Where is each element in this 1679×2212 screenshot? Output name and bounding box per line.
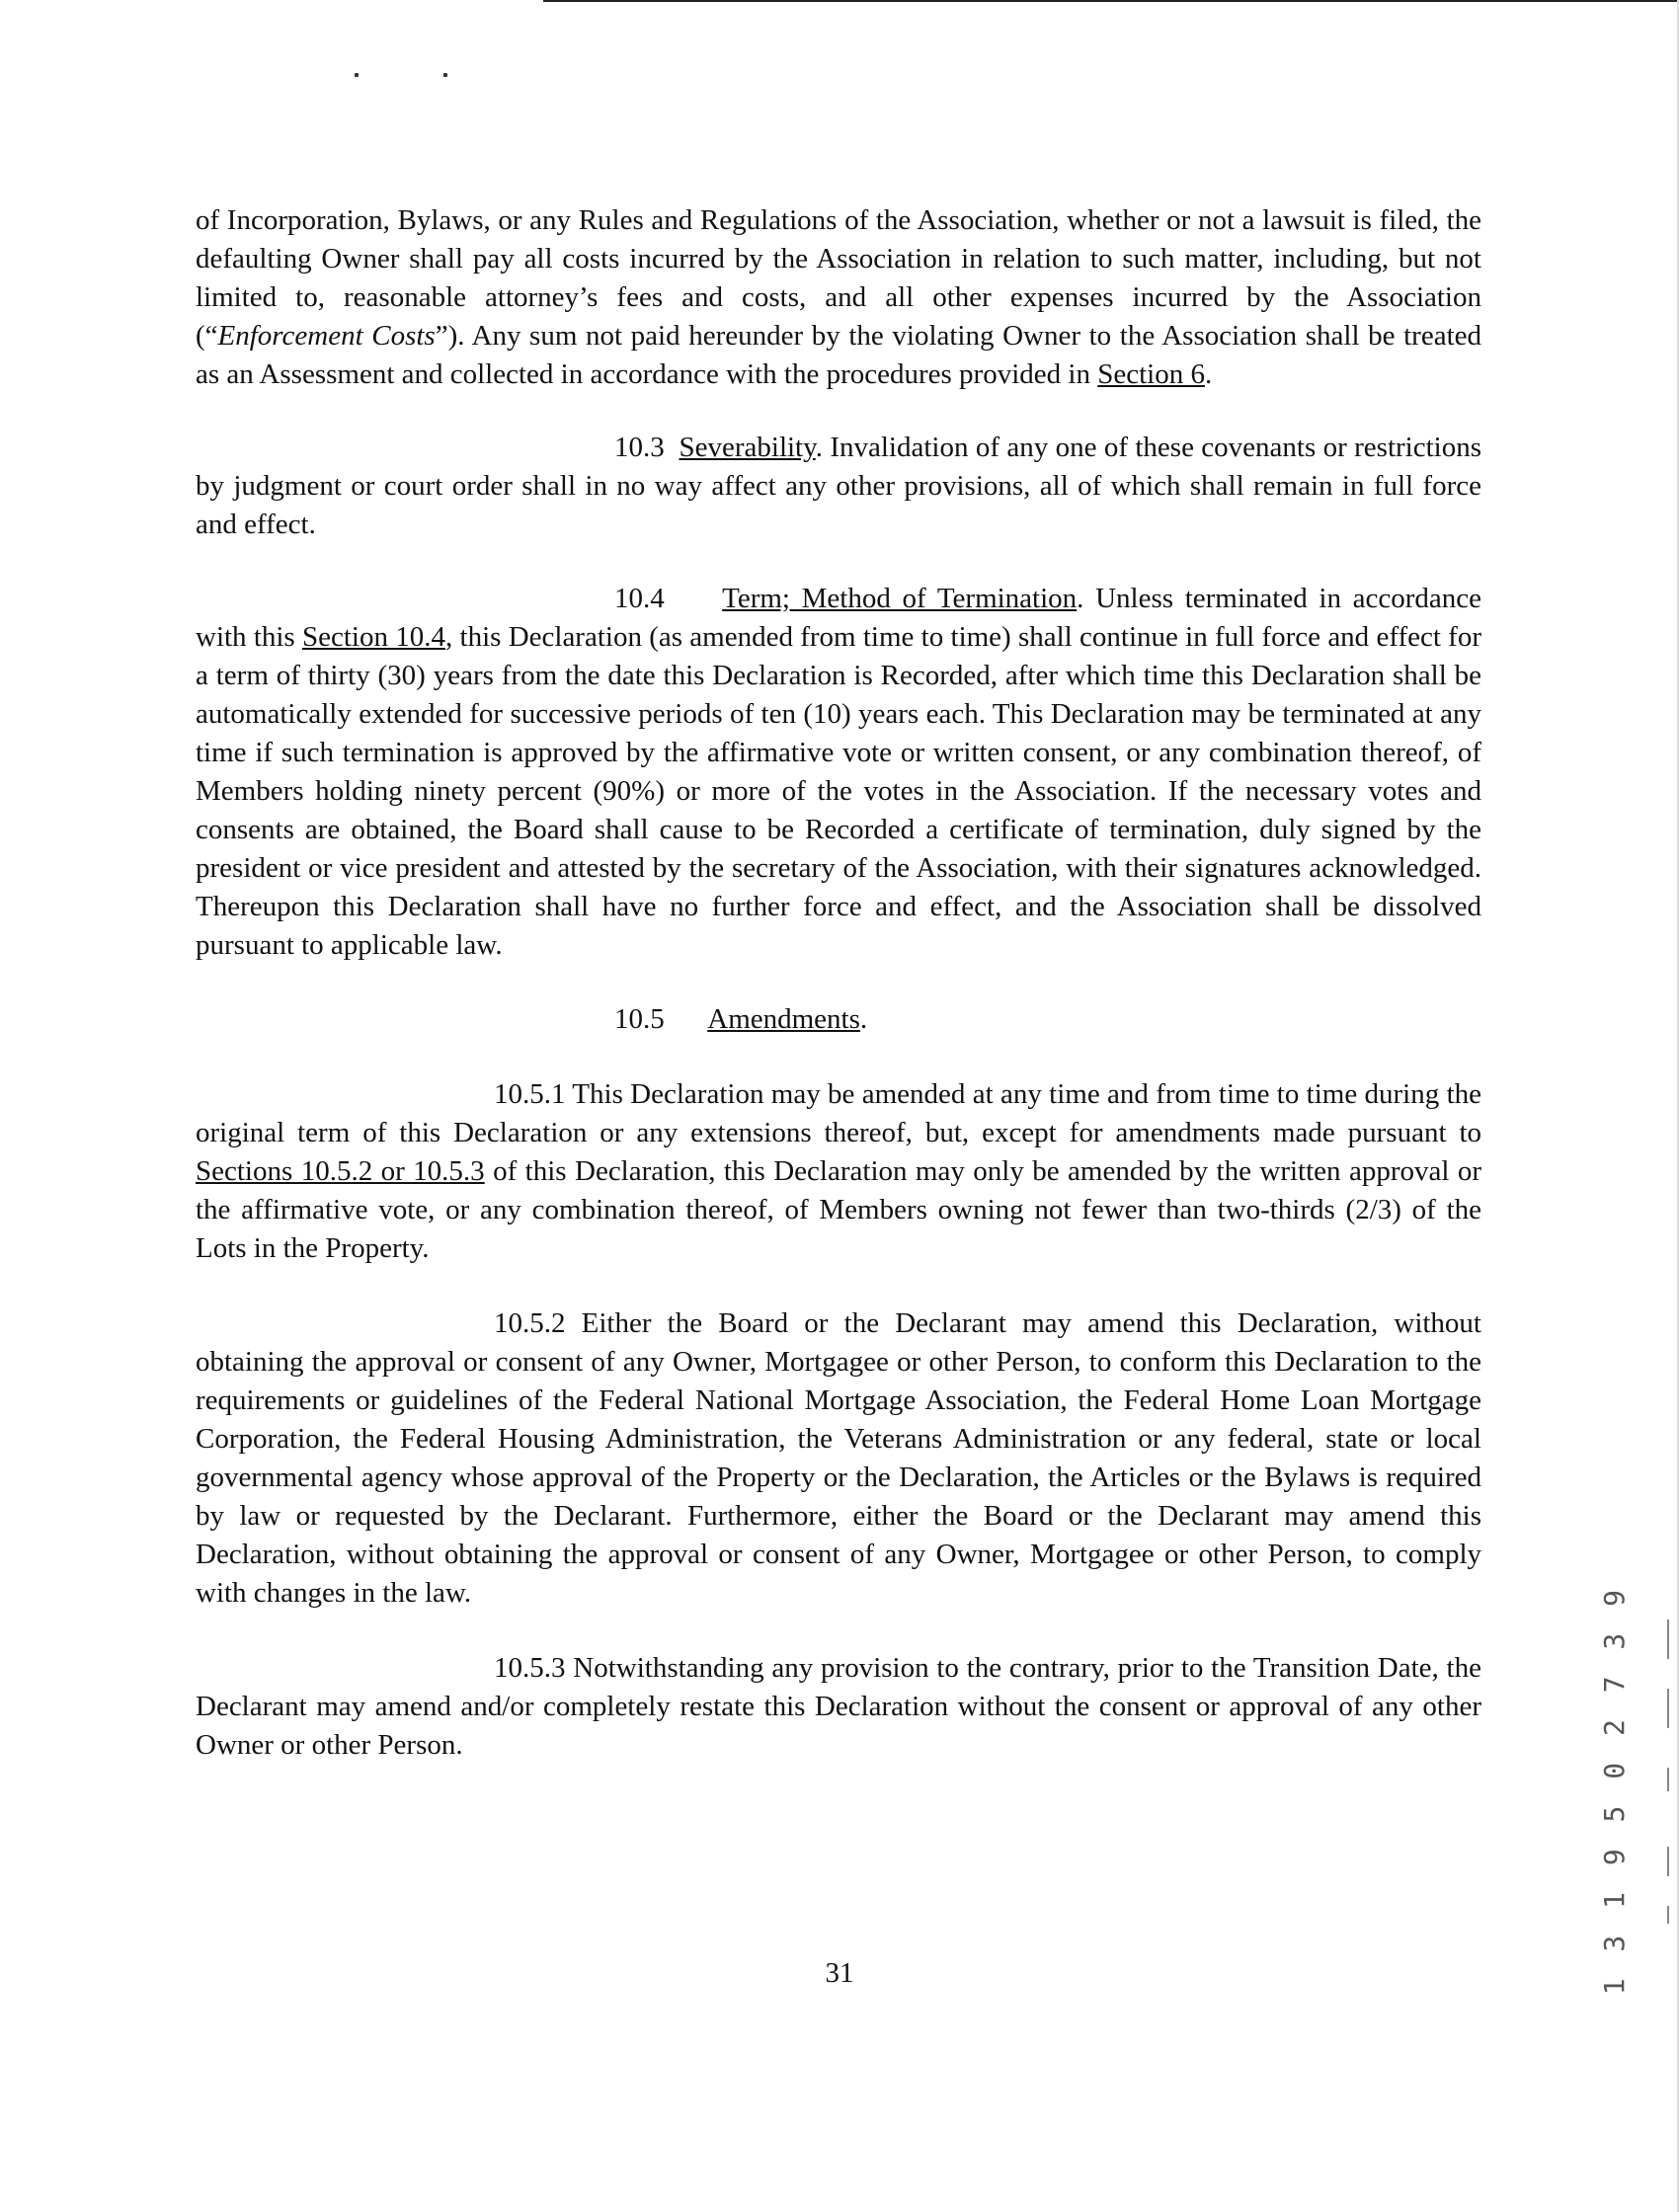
section-10-5-3: 10.5.3 Notwithstanding any provision to the contrary, prior to the Transition Date, the Declarant may amend and/or completely restate this Declaration without the consent or approval of any other Owner or other Person. [196,1652,1481,1761]
margin-tick [1667,1847,1669,1876]
section-heading: Term; Method of Termination [722,583,1078,614]
document-body [196,201,1481,1765]
section-10-5-amendments: 10.5 Amendments. [196,1000,1481,1039]
section-heading: Amendments [707,1003,860,1035]
section-10-5-2: 10.5.2 Either the Board or the Declarant may amend this Declaration, without obtaining the approval or consent of any Owner, Mortgagee or other Person, to conform this Declaration to the requirements or guidelines of the Federal National Mortgage Association, the Federal Home Loan Mortgage Corporation, the Federal Housing Administration, the Veterans Administration or any federal, state or local governmental agency whose approval of the Property or the Declaration, the Articles or the Bylaws is required by law or requested by the Declarant. Furthermore, either the Board or the Declarant may amend this Declaration, without obtaining the approval or consent of any Owner, Mortgagee or other Person, to comply with changes in the law. [196,1307,1481,1609]
section-number: 10.4 [614,583,665,614]
margin-tick [1667,1620,1669,1659]
page-number: 31 [825,1957,854,1989]
section-10-5-1: 10.5.1 This Declaration may be amended at any time and from time to time during the original term of this Declaration or any extensions thereof, but, except for amendments made pursuant to Sections 10.5.2 or 10.5.3 of this Declaration, this Declaration may only be amended by the written approval or the affirmative vote, or any combination thereof, of Members owning not fewer than two-thirds (2/3) of the Lots in the Property. [196,1078,1481,1264]
sections-10-5-2-10-5-3-reference: Sections 10.5.2 or 10.5.3 [196,1155,485,1187]
section-10-4-reference: Section 10.4 [302,621,446,653]
scan-speck [355,73,359,77]
paragraph-enforcement-costs: of Incorporation, Bylaws, or any Rules and Regulations of the Association, whether or not a lawsuit is filed, the defaulting Owner shall pay all costs incurred by the Association in relation to such matter, including, but not limited to, reasonable attorney’s fees and costs, and all other expenses incurred by the Association (“Enforcement Costs”). Any sum not paid hereunder by the violating Owner to the Association shall be treated as an Assessment and collected in accordance with the procedures provided in Section 6. [196,204,1481,390]
section-10-3-severability: 10.3 Severability. Invalidation of any one of these covenants or restrictions by judgment or court order shall in no way affect any other provisions, all of which shall remain in full force and effect. [196,429,1481,544]
defined-term-enforcement-costs: Enforcement Costs [217,320,436,352]
section-10-4-term: 10.4 Term; Method of Termination. Unless terminated in accordance with this Section 10.4, this Declaration (as amended from time to time) shall continue in full force and effect for a term of thirty (30) years from the date this Declaration is Recorded, after which time this Declaration shall be automatically extended for successive periods of ten (10) years each. This Declaration may be terminated at any time if such termination is approved by the affirmative vote or written consent, or any combination thereof, of Members holding ninety percent (90%) or more of the votes in the Association. If the necessary votes and consents are obtained, the Board shall cause to be Recorded a certificate of termination, duly signed by the president or vice president and attested by the secretary of the Association, with their signatures acknowledged. Thereupon this Declaration shall have no further force and effect, and the Association shall be dissolved pursuant to applicable law. [196,580,1481,965]
recording-stamp-number: 1 3 1 9 5 0 2 7 3 9 [1598,1585,1631,1996]
margin-tick [1667,1906,1669,1924]
margin-tick [1667,1689,1669,1728]
section-6-reference: Section 6 [1097,358,1205,390]
scan-speck [443,73,447,77]
section-number: 10.5 [614,1003,665,1035]
top-scan-rule [543,0,1679,2]
section-heading: Severability [679,432,816,463]
margin-tick [1667,1768,1669,1791]
section-number: 10.3 [614,432,665,463]
